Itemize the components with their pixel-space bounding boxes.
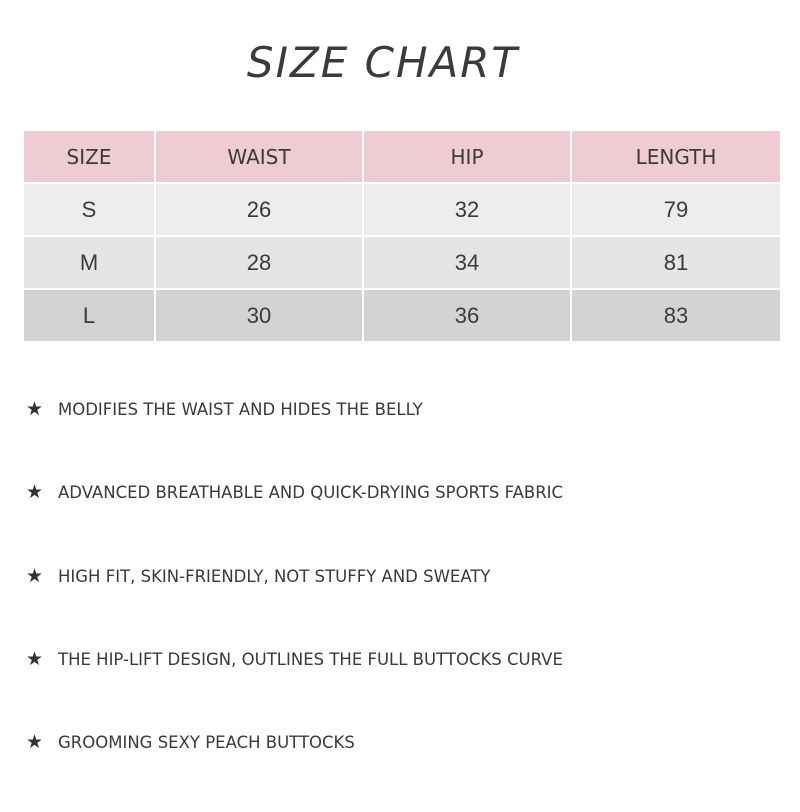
list-item xyxy=(26,396,766,479)
table-header-row xyxy=(23,130,781,183)
table-row xyxy=(23,183,781,236)
cell-waist: 26 xyxy=(155,183,363,236)
list-item xyxy=(26,646,766,729)
cell-size: M xyxy=(23,236,155,289)
cell-waist: 30 xyxy=(155,289,363,342)
header-length: LENGTH xyxy=(571,130,781,183)
star-icon: ★ xyxy=(26,731,44,754)
cell-hip: 36 xyxy=(363,289,571,342)
feature-text: HIGH FIT, SKIN-FRIENDLY, NOT STUFFY AND SWEATY xyxy=(58,566,491,586)
star-icon: ★ xyxy=(26,481,44,504)
cell-waist: 28 xyxy=(155,236,363,289)
table-row xyxy=(23,289,781,342)
feature-text: GROOMING SEXY PEACH BUTTOCKS xyxy=(58,733,355,753)
cell-size: L xyxy=(23,289,155,342)
star-icon: ★ xyxy=(26,564,44,587)
star-icon: ★ xyxy=(26,647,44,670)
list-item xyxy=(26,479,766,562)
list-item xyxy=(26,563,766,646)
cell-length: 83 xyxy=(571,289,781,342)
table-row xyxy=(23,236,781,289)
feature-text: ADVANCED BREATHABLE AND QUICK-DRYING SPORTS FABRIC xyxy=(58,483,564,503)
cell-length: 79 xyxy=(571,183,781,236)
feature-list xyxy=(26,396,766,812)
feature-text: MODIFIES THE WAIST AND HIDES THE BELLY xyxy=(58,400,423,419)
feature-text: THE HIP-LIFT DESIGN, OUTLINES THE FULL BUTTOCKS CURVE xyxy=(58,649,563,669)
star-icon: ★ xyxy=(26,398,44,420)
cell-hip: 34 xyxy=(363,236,571,289)
cell-hip: 32 xyxy=(363,183,571,236)
header-waist: WAIST xyxy=(155,130,363,183)
header-hip: HIP xyxy=(363,130,571,183)
cell-length: 81 xyxy=(571,236,781,289)
size-table xyxy=(22,129,782,343)
page-title: SIZE CHART xyxy=(246,38,520,87)
header-size: SIZE xyxy=(23,130,155,183)
cell-size: S xyxy=(23,183,155,236)
